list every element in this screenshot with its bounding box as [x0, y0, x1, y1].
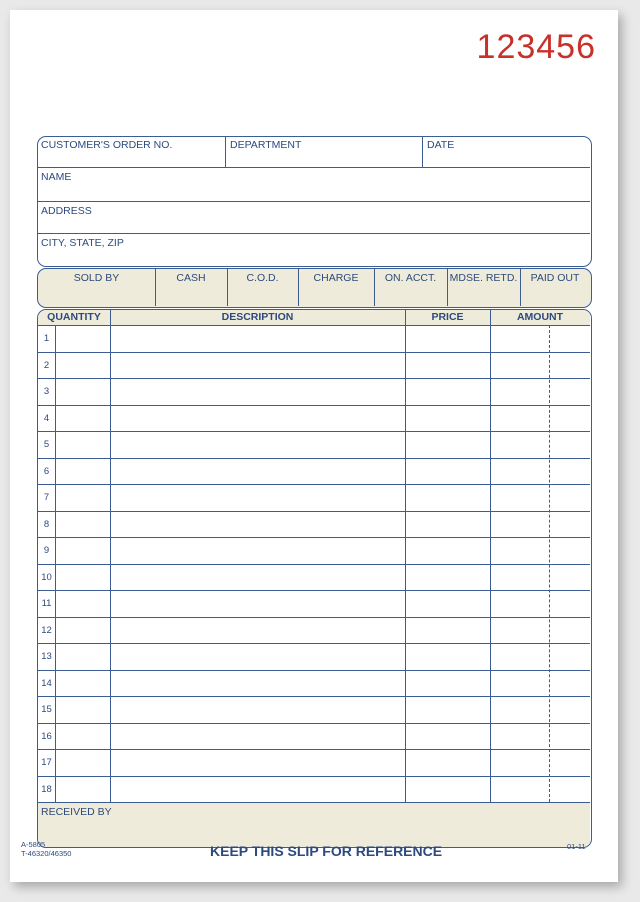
row-divider — [38, 696, 590, 697]
row-divider — [38, 431, 590, 432]
row-number: 2 — [43, 359, 50, 371]
serial-number: 123456 — [476, 28, 596, 66]
row-number: 10 — [41, 571, 52, 583]
row-number: 3 — [43, 386, 50, 397]
quantity-header: QUANTITY — [47, 311, 101, 323]
row-divider — [38, 723, 590, 724]
city-state-zip-label: CITY, STATE, ZIP — [41, 237, 124, 249]
form-code — [21, 840, 71, 858]
row-divider — [38, 643, 590, 644]
department-label: DEPARTMENT — [230, 139, 302, 151]
address-label: ADDRESS — [41, 205, 92, 217]
row-divider — [38, 590, 590, 591]
row-divider — [38, 484, 590, 485]
revision-code: 01-11 — [567, 842, 586, 851]
row-number: 17 — [41, 757, 52, 768]
reference-instruction: KEEP THIS SLIP FOR REFERENCE — [210, 843, 443, 859]
form-code-line1: A-5805 — [21, 840, 46, 849]
payment-type-strip — [37, 268, 592, 308]
price-header: PRICE — [431, 311, 464, 323]
received-by-area — [38, 803, 590, 847]
row-number: 12 — [41, 624, 52, 636]
row-number: 16 — [41, 730, 52, 742]
row-number: 4 — [43, 412, 50, 424]
row-divider — [38, 352, 590, 353]
cod-label: C.O.D. — [246, 272, 279, 284]
row-divider — [38, 405, 590, 406]
row-divider — [38, 670, 590, 671]
mdse-retd-label: MDSE. RETD. — [449, 272, 518, 284]
sales-slip-page — [10, 10, 618, 882]
row-number: 18 — [41, 783, 52, 795]
row-number: 13 — [41, 651, 52, 662]
row-number: 14 — [41, 677, 52, 689]
charge-label: CHARGE — [313, 272, 359, 284]
row-divider — [38, 537, 590, 538]
row-number: 9 — [43, 545, 50, 556]
row-number: 1 — [43, 333, 50, 344]
description-header: DESCRIPTION — [221, 311, 294, 323]
row-number: 11 — [41, 598, 52, 609]
row-divider — [38, 378, 590, 379]
row-number: 15 — [41, 704, 52, 715]
paid-out-label: PAID OUT — [530, 272, 580, 284]
customer-info-box — [37, 136, 592, 267]
row-divider — [38, 511, 590, 512]
row-divider — [38, 776, 590, 777]
row-divider — [38, 458, 590, 459]
form-code-line2: T-46320/46350 — [21, 849, 72, 858]
row-divider — [38, 749, 590, 750]
row-number: 6 — [43, 465, 50, 477]
cash-label: CASH — [176, 272, 206, 284]
row-number: 7 — [43, 492, 50, 503]
row-divider — [38, 617, 590, 618]
name-label: NAME — [41, 171, 72, 183]
row-number: 8 — [43, 518, 50, 530]
row-divider — [38, 564, 590, 565]
date-label: DATE — [427, 139, 455, 151]
amount-header: AMOUNT — [516, 311, 564, 323]
on-acct-label: ON. ACCT. — [384, 272, 437, 284]
received-by-label: RECEIVED BY — [41, 806, 112, 818]
row-number: 5 — [43, 439, 50, 450]
sold-by-label: SOLD BY — [73, 272, 120, 284]
items-table — [37, 309, 592, 848]
customer-order-label: CUSTOMER'S ORDER NO. — [41, 139, 173, 151]
